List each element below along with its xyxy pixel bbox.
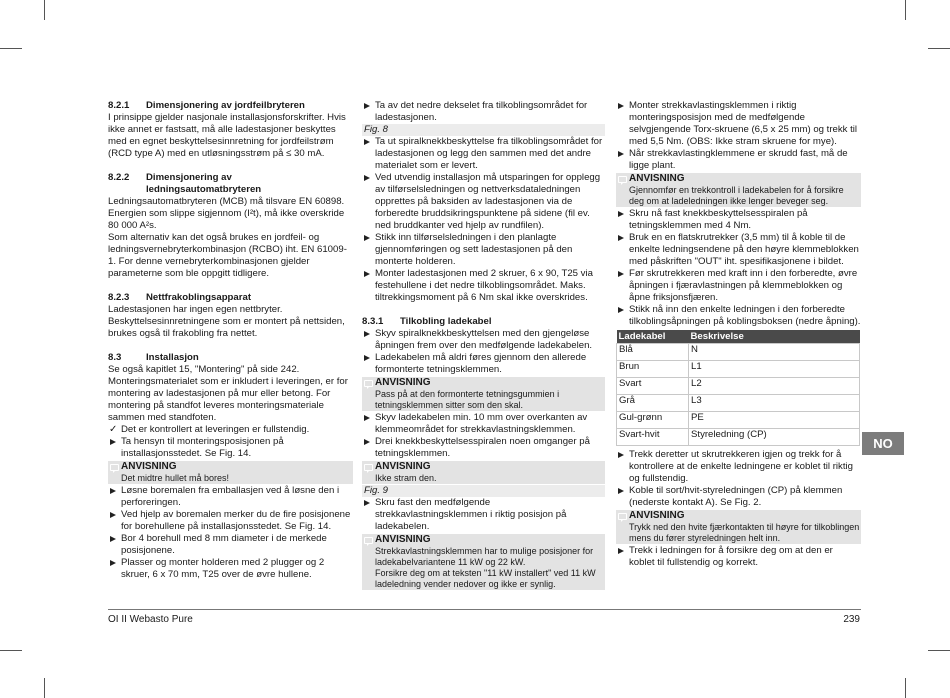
table-cell: Blå: [617, 344, 689, 361]
section-heading: [108, 100, 353, 112]
section-number: 8.3.1: [362, 316, 384, 327]
note-text: Gjennomfør en trekkontroll i ladekabelen for å forsikre deg om at ladeledningen ikke lenger beveger seg.: [629, 185, 844, 206]
table-cell: PE: [689, 412, 860, 429]
note-text: Det midtre hullet må bores!: [121, 473, 230, 483]
list-item: Plasser og monter holderen med 2 plugger og 2 skruer, 6 x 70 mm, T25 over de øvre hullene.: [108, 557, 353, 581]
list-item: Bruk en en flatskrutrekker (3,5 mm) til å koble til de enkelte ledningsendene på den høyre klemmeblokken med påskriften "OUT" iht. spesifikasjonene i bildet.: [616, 232, 861, 268]
list-item: Trekk deretter ut skrutrekkeren igjen og trekk for å kontrollere at de enkelte ledningene er koblet til riktig og fullstendig.: [616, 449, 861, 485]
crop-mark: [44, 0, 45, 20]
list-item: Løsne boremalen fra emballasjen ved å løsne den i perforeringen.: [108, 485, 353, 509]
table-row: [617, 429, 860, 446]
note-icon: [618, 176, 627, 183]
list-item: Skyv spiralknekkbeskyttelsen med den gjengeløse åpningen frem over den medfølgende ladekabelen.: [362, 328, 605, 352]
note-title: ANVISNING: [629, 510, 685, 521]
table-cell: Svart-hvit: [617, 429, 689, 446]
section-heading: [108, 172, 353, 196]
section-heading: [108, 292, 353, 304]
list-item: Ved utvendig installasjon må utsparingen for opplegg av tilførselsledningen og nettverksdataledningen opprettes på baksiden av ladestasjonen via de forberedte bruddsikringspunktene på sidene (fil ev. ned bruddkanter ved hjelp av rundfilen).: [362, 172, 605, 232]
language-tab: NO: [862, 432, 904, 455]
note-title: ANVISNING: [375, 377, 431, 388]
crop-mark: [0, 650, 22, 651]
paragraph: Se også kapitlet 15, "Montering" på side 242. Monteringsmaterialet som er inkludert i leveringen, er for montering av ladestasjonen på mur eller betong. For montering på standfot leveres monteringsmateriale sammen med standfoten.: [108, 364, 348, 423]
list-item: Skru fast den medfølgende strekkavlastningsklemmen i riktig posisjon på ladekabelen.: [362, 497, 605, 533]
list-item: Ta ut spiralknekkbeskyttelse fra tilkoblingsområdet for ladestasjonen og legg den sammen med det andre materialet som er levert.: [362, 136, 605, 172]
list-item: Koble til sort/hvit-styreledningen (CP) på klemmen (nederste kontakt A). Se Fig. 2.: [616, 485, 861, 509]
list-item: Ta hensyn til monteringsposisjonen på installasjonsstedet. Se Fig. 14.: [108, 436, 353, 460]
section-heading: [362, 316, 605, 328]
footer-divider: [108, 609, 861, 610]
section-heading: [108, 352, 353, 364]
table-row: [617, 395, 860, 412]
section-title: Dimensjonering av jordfeilbryteren: [146, 100, 305, 111]
crop-mark: [928, 650, 950, 651]
column-right: [616, 100, 861, 569]
note-icon: [364, 464, 373, 471]
note-box: [362, 534, 605, 590]
list-item: Skru nå fast knekkbeskyttelsesspiralen på tetningsklemmen med 4 Nm.: [616, 208, 861, 232]
list-item: Stikk nå inn den enkelte ledningen i den forberedte tilkoblingsåpningen på koblingsboksen (nedre åpning).: [616, 304, 861, 328]
table-cell: Brun: [617, 361, 689, 378]
section-title: Dimensjonering av ledningsautomatbryteren: [146, 172, 262, 195]
list-item: Monter ladestasjonen med 2 skruer, 6 x 90, T25 via festehullene i det nedre tilkoblingsområdet. Maks. tiltrekkingsmoment på 6 Nm skal ikke overskrides.: [362, 268, 605, 304]
note-text: Trykk ned den hvite fjærkontakten til høyre for tilkoblingen mens du fører styreledningen helt inn.: [629, 522, 860, 543]
table-cell: Grå: [617, 395, 689, 412]
note-box: [616, 510, 861, 544]
footer-title: OI II Webasto Pure: [108, 614, 193, 625]
table-header: Beskrivelse: [689, 330, 860, 344]
table-cell: L3: [689, 395, 860, 412]
column-left: [108, 100, 353, 581]
paragraph: Ledningsautomatbryteren (MCB) må tilsvare EN 60898. Energien som slippe sigjennom (I²t), må ikke overskride 80 000 A²s.: [108, 196, 345, 231]
crop-mark: [928, 48, 950, 49]
table-cell: Gul-grønn: [617, 412, 689, 429]
table-cell: L1: [689, 361, 860, 378]
list-item: Drei knekkbeskyttelsesspiralen noen omganger på tetningsklemmen.: [362, 436, 605, 460]
list-item: Ved hjelp av boremalen merker du de fire posisjonene for borehullene på installasjonsstedet. Se Fig. 14.: [108, 509, 353, 533]
figure-label: Fig. 8: [362, 124, 605, 136]
note-title: ANVISNING: [375, 534, 431, 545]
list-item: Før skrutrekkeren med kraft inn i den forberedte, øvre åpningen i fjæravlastningen på klemmeblokken og åpne friksjonsfjæren.: [616, 268, 861, 304]
section-title: Installasjon: [146, 352, 199, 363]
table-row: [617, 412, 860, 429]
section-title: Nettfrakoblingsapparat: [146, 292, 252, 303]
table-row: [617, 344, 860, 361]
list-item: Bor 4 borehull med 8 mm diameter i de merkede posisjonene.: [108, 533, 353, 557]
note-icon: [364, 380, 373, 387]
note-title: ANVISNING: [375, 461, 431, 472]
list-item: Monter strekkavlastingsklemmen i riktig monteringsposisjon med de medfølgende selvgjengende Torx-skruene (6,5 x 25 mm) og trekk til med 5,5 Nm. (OBS: Ikke stram skruene for mye).: [616, 100, 861, 148]
note-icon: [110, 464, 119, 471]
check-item: ✓ Det er kontrollert at leveringen er fullstendig.: [108, 424, 353, 436]
section-number: 8.2.1: [108, 100, 130, 111]
note-text: Pass på at den formonterte tetningsgummien i tetningsklemmen sitter som den skal.: [375, 389, 560, 410]
note-title: ANVISNING: [629, 173, 685, 184]
list-item: Stikk inn tilførselsledningen i den planlagte gjennomføringen og sett ladestasjonen på den monterte holderen.: [362, 232, 605, 268]
section-number: 8.3: [108, 352, 122, 363]
crop-mark: [905, 678, 906, 698]
note-box: [108, 461, 353, 484]
paragraph: I prinsippe gjelder nasjonale installasjonsforskrifter. Hvis ikke annet er fastsatt, må alle ladestasjoner beskyttes med en egnet beskyttelsesinnretning for jordfeilstrøm (RCD type A) med en utløsningsstrøm på ≤ 30 mA.: [108, 112, 346, 159]
list-item: Trekk i ledningen for å forsikre deg om at den er koblet til fullstendig og korrekt.: [616, 545, 861, 569]
note-icon: [364, 537, 373, 544]
note-box: [362, 377, 605, 411]
table-header-row: [617, 330, 860, 344]
note-title: ANVISNING: [121, 461, 177, 472]
section-title: Tilkobling ladekabel: [400, 316, 492, 327]
list-item: Skyv ladekabelen min. 10 mm over overkanten av klemmeområdet for strekkavlastningsklemmen.: [362, 412, 605, 436]
note-box: [362, 461, 605, 484]
section-number: 8.2.2: [108, 172, 130, 183]
crop-mark: [0, 48, 22, 49]
note-text: Ikke stram den.: [375, 473, 437, 483]
note-text: Strekkavlastningsklemmen har to mulige posisjoner for ladekabelvariantene 11 kW og 22 kW.: [375, 546, 594, 567]
cable-table: [616, 330, 860, 446]
paragraph: Som alternativ kan det også brukes en jordfeil- og ledningsvernebryterkombinasjon (RCBO) iht. EN 61009-1. For denne vernebryterkombinasjonen gjelder parameterne som ble oppgitt tidligere.: [108, 232, 347, 279]
section-number: 8.2.3: [108, 292, 130, 303]
table-row: [617, 361, 860, 378]
figure-label: Fig. 9: [362, 485, 605, 497]
table-cell: N: [689, 344, 860, 361]
table-header: Ladekabel: [617, 330, 689, 344]
note-icon: [618, 513, 627, 520]
table-cell: Svart: [617, 378, 689, 395]
paragraph: Ladestasjonen har ingen egen nettbryter. Beskyttelsesinnretningene som er montert på nettsiden, brukes også til frakobling fra nettet.: [108, 304, 345, 339]
note-box: [616, 173, 861, 207]
table-cell: L2: [689, 378, 860, 395]
page-number: 239: [843, 614, 860, 625]
list-item: Når strekkavlastingklemmene er skrudd fast, må de ligge plant.: [616, 148, 861, 172]
column-middle: [362, 100, 605, 591]
crop-mark: [44, 678, 45, 698]
crop-mark: [905, 0, 906, 20]
note-text: Forsikre deg om at teksten "11 kW installert" ved 11 kW ladeledning vender nedover og ikke er synlig.: [375, 568, 596, 589]
table-cell: Styreledning (CP): [689, 429, 860, 446]
list-item: Ladekabelen må aldri føres gjennom den allerede formonterte tetningsklemmen.: [362, 352, 605, 376]
table-row: [617, 378, 860, 395]
list-item: Ta av det nedre dekselet fra tilkoblingsområdet for ladestasjonen.: [362, 100, 605, 124]
